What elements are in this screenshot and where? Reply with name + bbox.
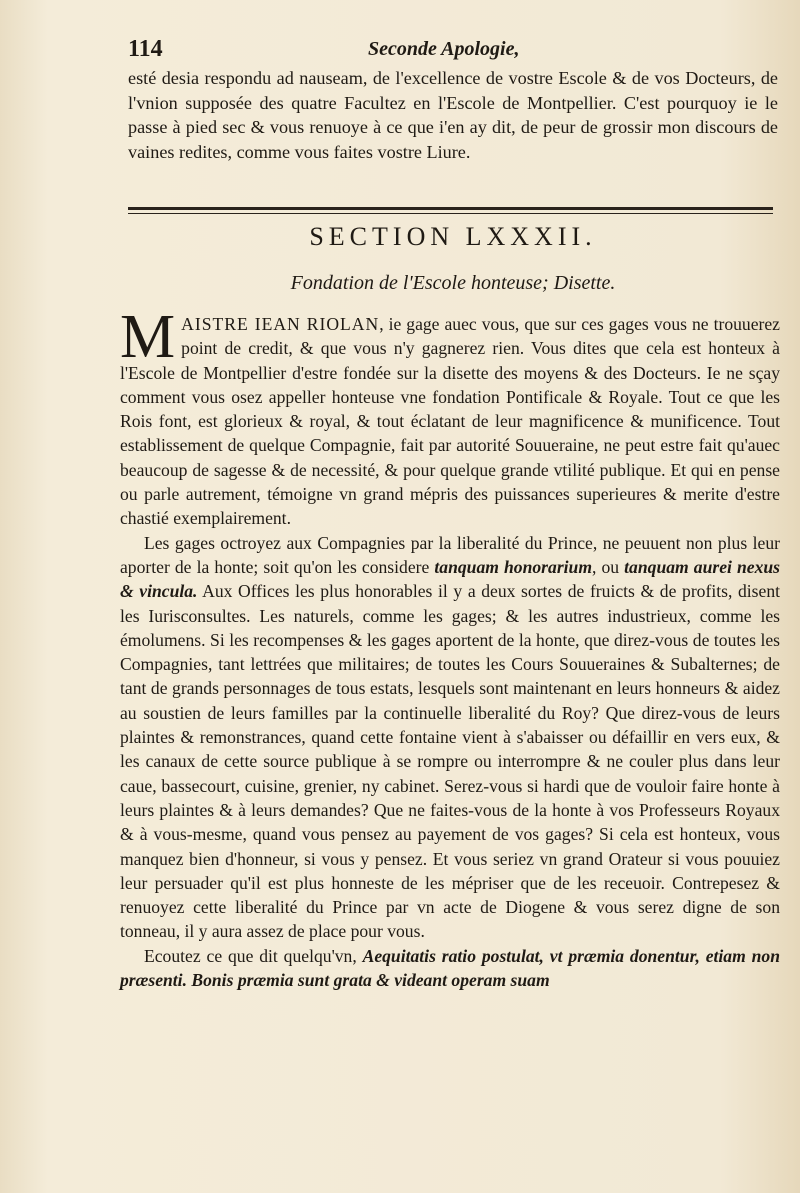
running-head: Seconde Apologie,	[368, 38, 520, 60]
paragraph-3	[120, 944, 780, 993]
paragraph-3-latin-a: Aequitatis ratio postulat, vt præmia donentur, etiam non præsenti. Bonis præmia sunt grata & videant operam suam	[120, 945, 780, 991]
section-body	[120, 303, 780, 992]
page-header	[128, 36, 778, 66]
section-title: SECTION LXXXII.	[309, 222, 597, 251]
paragraph-2-text-b: , ou	[592, 556, 625, 577]
paragraph-3-text-a: Ecoutez ce que dit quelqu'vn,	[144, 945, 363, 966]
section-subtitle: Fondation de l'Escole honteuse; Disette.	[290, 272, 616, 294]
paragraph-2-text-c: Aux Offices les plus honorables il y a deux sortes de fruicts & de profits, disent les Iurisconsultes. Les naturels, comme les gages; & les autres industrieux, comme les émolumens. Si les recompenses & les gages aportent de la honte, que direz-vous de toutes les Compagnies, tant lettrées que militaires; de toutes les Cours Souueraines & Subalternes; de tant de grands personnages de tous estats, lesquels sont maintenant en leurs honneurs & aidez au soustien de leurs familles par la continuelle liberalité du Roy? Que direz-vous de leurs plaintes & remonstrances, quand cette fontaine vient à s'abaisser ou défaillir en vers eux, & les canaux de cette source publique à se rompre ou interrompre & ne couler plus dans leur caue, bassecourt, cuisine, grenier, ny cabinet. Serez-vous si hardi que de vouloir faire honte à leurs plaintes & à leurs demandes? Que ne faites-vous de la honte à vos Professeurs Royaux & à vous-mesme, quand vous pensez au payement de vos gages? Si cela est honteux, vous manquez bien d'honneur, si vous y pensez. Et vous seriez vn grand Orateur si vous pouuiez leur persuader qu'il est plus honneste de les mépriser que de les receuoir. Contrepesez & renuoyez cette liberalité du Prince par vn acte de Diogene & vous serez digne de son tonneau, il y aura assez de place pour vous.	[120, 581, 780, 942]
page-number: 114	[128, 36, 163, 62]
section-divider-thick	[128, 207, 773, 210]
section-divider-thin	[128, 213, 773, 214]
paragraph-2-latin-a: tanquam honorarium	[434, 556, 593, 577]
paragraph-2-latin-b: tanquam aurei nexus & vincula.	[120, 556, 780, 602]
paragraph-1	[120, 303, 780, 531]
paragraph-2	[120, 531, 780, 944]
drop-cap: M	[120, 303, 176, 371]
paragraph-2-text-a: Les gages octroyez aux Compagnies par la liberalité du Prince, ne peuuent non plus leur aporter de la honte; soit qu'on les considere	[120, 532, 780, 577]
paragraph-1-text: , ie gage auec vous, que sur ces gages vous ne trouuerez point de credit, & que vous n'y gagnerez rien. Vous dites que cela est honteux à l'Escole de Montpellier d'estre fondée sur la disette des moyens & des Docteurs. Ie ne sçay comment vous osez appeller honteuse vne fondation Pontificale & Royale. Tout ce que les Rois font, est glorieux & royal, & tout éclatant de leur magnificence & munificence. Tout establissement de quelque Compagnie, fait par autorité Souueraine, ne peut estre fait qu'auec beaucoup de sagesse & de necessité, & pour quelque grande vtilité publique. Et qui en pense ou parle autrement, témoigne vn grand mépris des puissances superieures & merite d'estre chastié exemplairement.	[120, 314, 780, 529]
paragraph-1-lead: AISTRE IEAN RIOLAN	[181, 314, 380, 334]
previous-section-text: esté desia respondu ad nauseam, de l'excellence de vostre Escole & de vos Docteurs, de l'vnion supposée des quatre Facultez en l'Escole de Montpellier. C'est pourquoy ie le passe à pied sec & vous renuoye à ce que i'en ay dit, de peur de grossir mon discours de vaines redites, comme vous faites vostre Liure.	[128, 68, 778, 162]
